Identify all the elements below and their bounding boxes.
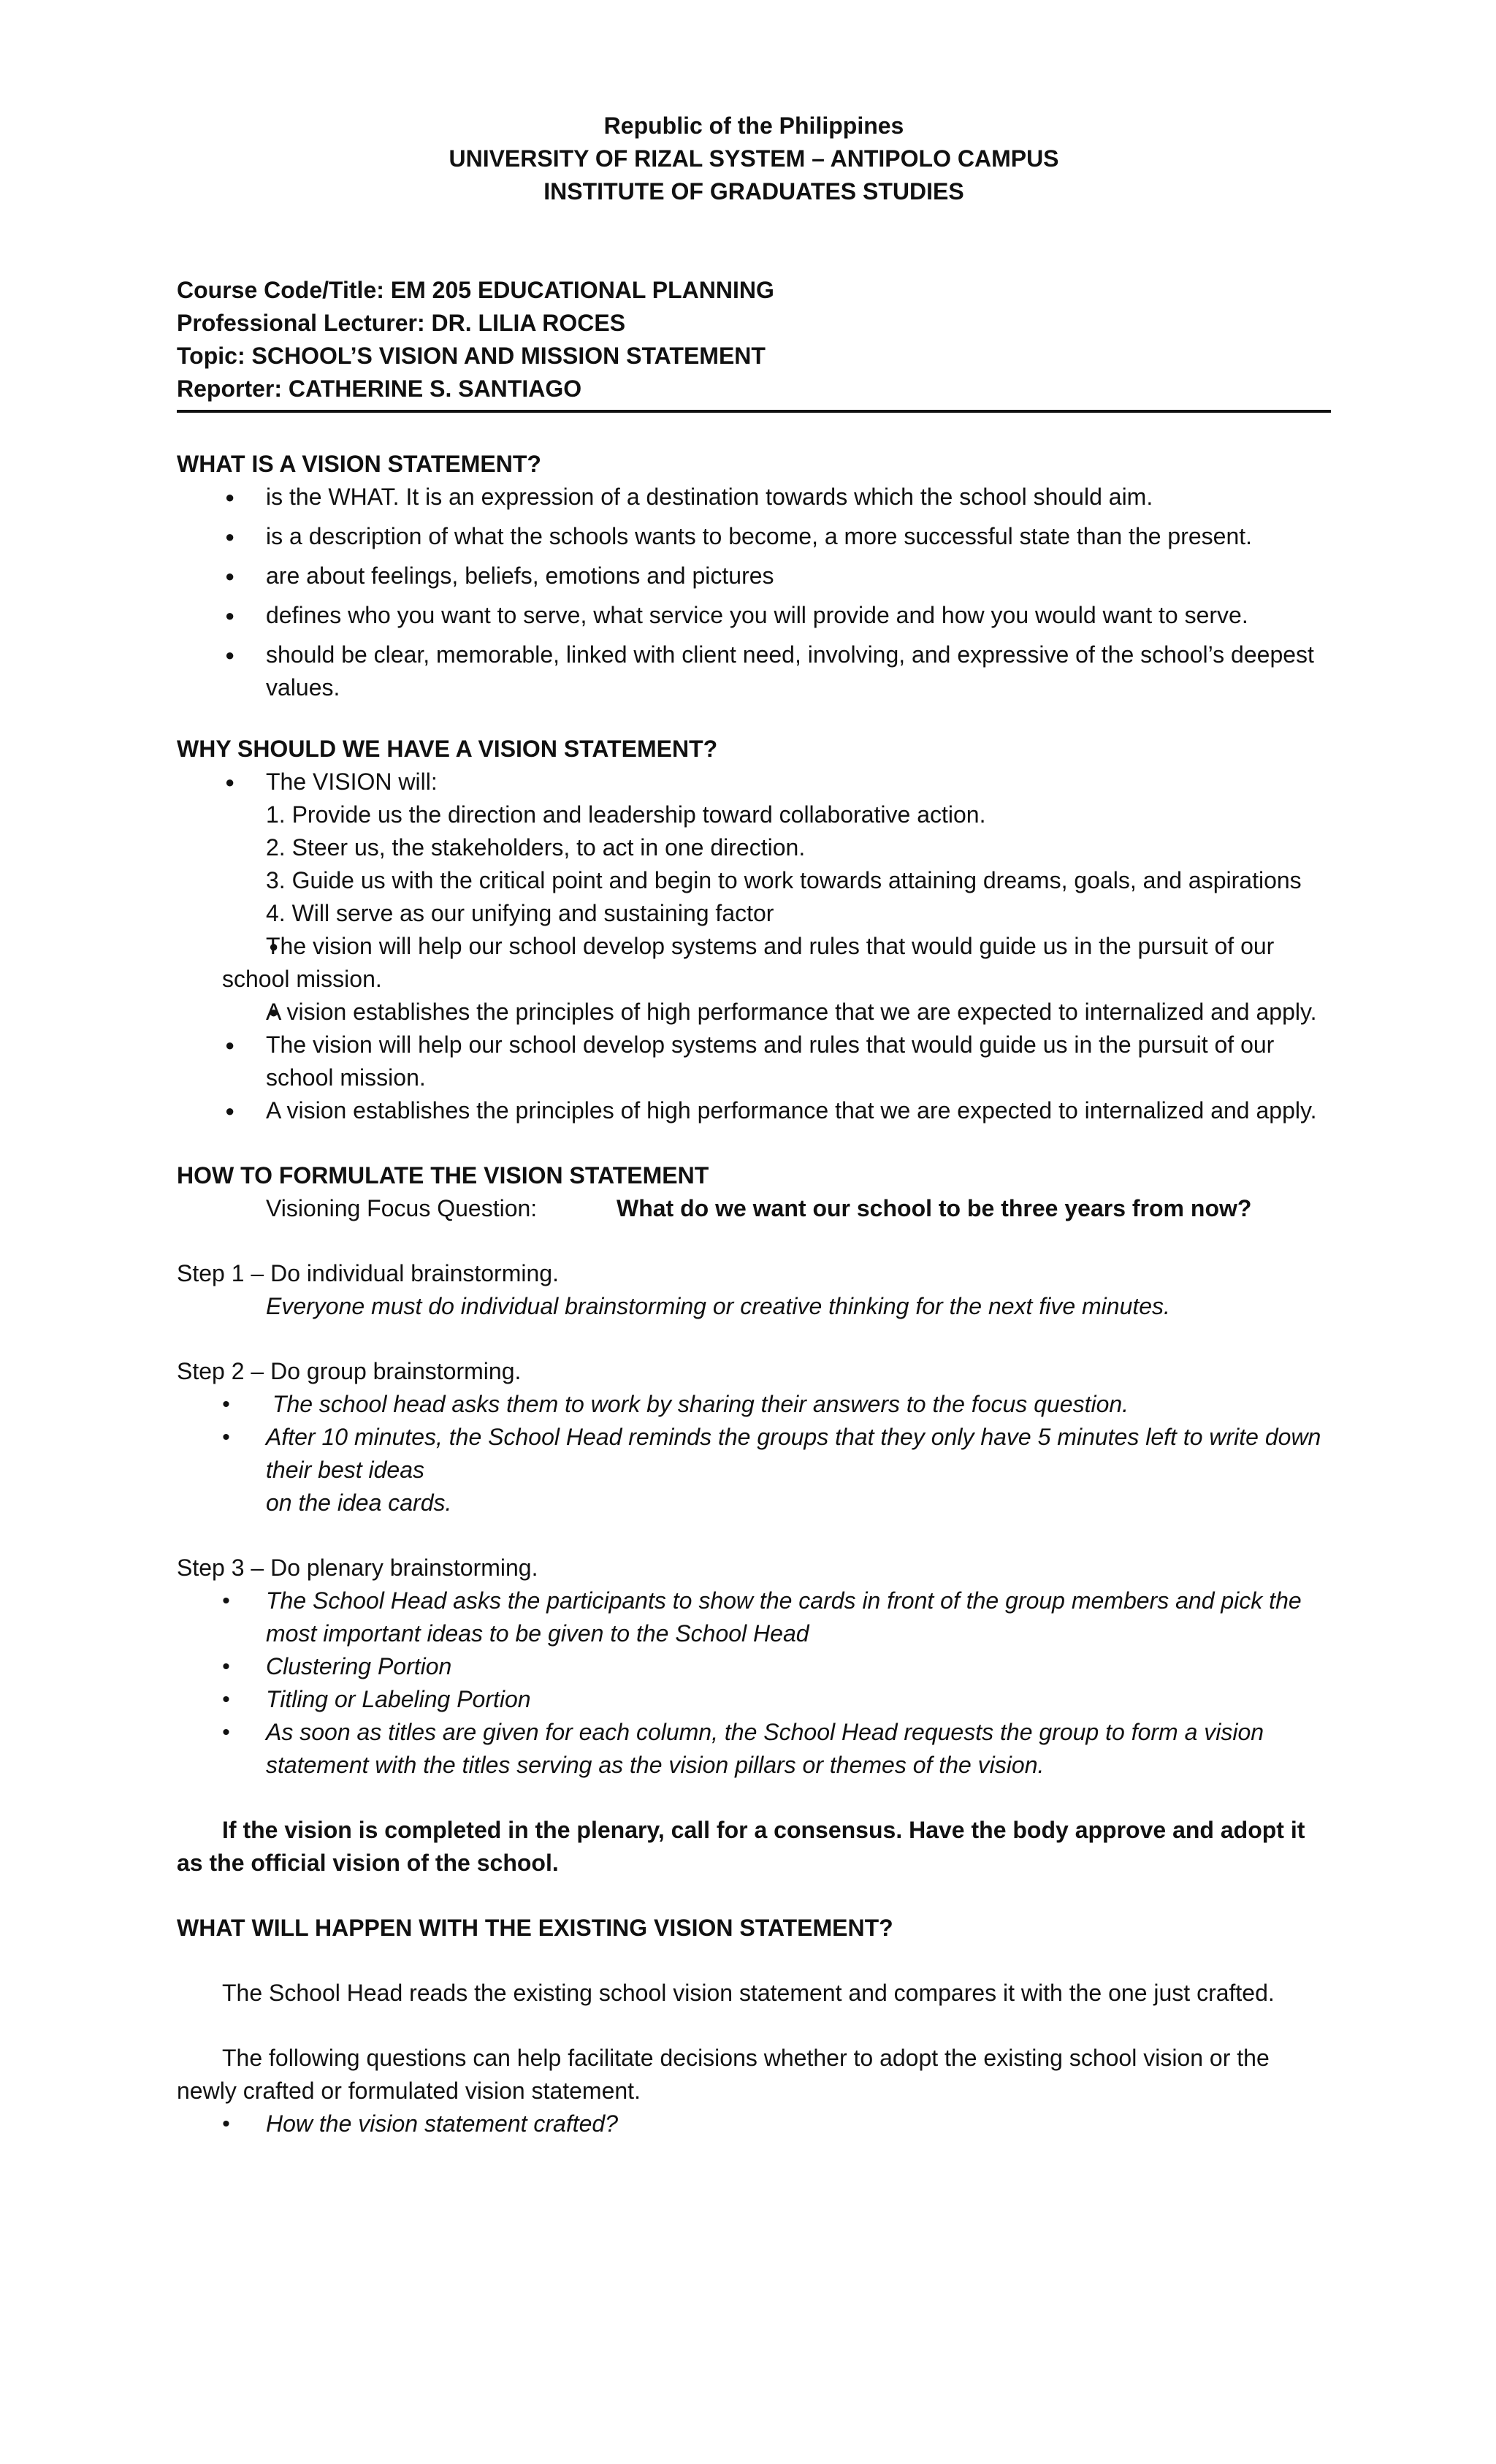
list-item: ● The vision will help our school develop systems and rules that would guide us in the pursuit of our school mission.: [177, 1029, 1331, 1094]
list-item: ● The VISION will:: [177, 766, 1331, 798]
step-2-list: [177, 1388, 1331, 1487]
section-why: [177, 733, 1331, 1127]
section-what-is: [177, 448, 1331, 704]
list-item: • How the vision statement crafted?: [177, 2108, 1331, 2140]
document-page: [177, 110, 1331, 2140]
list-item: ● should be clear, memorable, linked with client need, involving, and expressive of the school’s deepest values.: [177, 638, 1331, 704]
focus-question-row: [177, 1192, 1331, 1225]
section-heading: WHAT WILL HAPPEN WITH THE EXISTING VISION STATEMENT?: [177, 1915, 893, 1941]
step-1-text: Everyone must do individual brainstorming or creative thinking for the next five minutes.: [266, 1293, 1170, 1319]
numbered-list: [177, 798, 1331, 930]
why-indented-list: [177, 1029, 1331, 1127]
list-item: • The School Head asks the participants to show the cards in front of the group members and pick the most important ideas to be given to the School Head: [177, 1584, 1331, 1650]
step-2-title: Step 2 – Do group brainstorming.: [177, 1358, 522, 1384]
paragraph: The School Head reads the existing school vision statement and compares it with the one just crafted.: [222, 1980, 1275, 2006]
numbered-item: 2. Steer us, the stakeholders, to act in one direction.: [266, 834, 806, 861]
focus-question-label: Visioning Focus Question:: [266, 1195, 538, 1221]
why-outdented-list: [177, 930, 1331, 1029]
step-1-title: Step 1 – Do individual brainstorming.: [177, 1260, 559, 1286]
numbered-item: 3. Guide us with the critical point and begin to work towards attaining dreams, goals, and aspirations: [266, 867, 1302, 893]
list-item: ● defines who you want to serve, what service you will provide and how you would want to serve.: [177, 599, 1331, 632]
step-3-list: [177, 1584, 1331, 1782]
step-2-tail: on the idea cards.: [266, 1490, 452, 1516]
course-meta: [177, 274, 1331, 405]
what-is-list: [177, 481, 1331, 704]
list-item: ● is the WHAT. It is an expression of a destination towards which the school should aim.: [177, 481, 1331, 514]
list-item: ● A vision establishes the principles of high performance that we are expected to internalized and apply.: [177, 996, 1331, 1029]
numbered-item: 1. Provide us the direction and leadership toward collaborative action.: [266, 801, 986, 828]
list-item: ● A vision establishes the principles of high performance that we are expected to internalized and apply.: [177, 1094, 1331, 1127]
list-item: • The school head asks them to work by sharing their answers to the focus question.: [177, 1388, 1331, 1421]
section-existing: [177, 1912, 1331, 2140]
focus-question: What do we want our school to be three years from now?: [617, 1195, 1252, 1221]
list-item: ● are about feelings, beliefs, emotions and pictures: [177, 560, 1331, 592]
topic: Topic: SCHOOL’S VISION AND MISSION STATEMENT: [177, 343, 766, 369]
list-item: ● The vision will help our school develop systems and rules that would guide us in the pursuit of our school mission.: [177, 930, 1331, 996]
list-item: • Titling or Labeling Portion: [177, 1683, 1331, 1716]
list-item: • After 10 minutes, the School Head reminds the groups that they only have 5 minutes left to write down their best ideas: [177, 1421, 1331, 1487]
reporter: Reporter: CATHERINE S. SANTIAGO: [177, 375, 582, 402]
section-heading: WHAT IS A VISION STATEMENT?: [177, 451, 541, 477]
section-how: [177, 1159, 1331, 1880]
step-3-title: Step 3 – Do plenary brainstorming.: [177, 1555, 538, 1581]
course-title: Course Code/Title: EM 205 EDUCATIONAL PLANNING: [177, 277, 774, 303]
numbered-item: 4. Will serve as our unifying and sustaining factor: [266, 900, 774, 926]
lecturer: Professional Lecturer: DR. LILIA ROCES: [177, 310, 626, 336]
list-item: • As soon as titles are given for each column, the School Head requests the group to form a vision statement with the titles serving as the vision pillars or themes of the vision.: [177, 1716, 1331, 1782]
list-item: ● is a description of what the schools wants to become, a more successful state than the present.: [177, 520, 1331, 553]
section-heading: WHY SHOULD WE HAVE A VISION STATEMENT?: [177, 736, 718, 762]
consensus-paragraph: If the vision is completed in the plenary, call for a consensus. Have the body approve and adopt it as the official vision of the school.: [177, 1817, 1305, 1876]
section-heading: HOW TO FORMULATE THE VISION STATEMENT: [177, 1162, 709, 1189]
header-university: UNIVERSITY OF RIZAL SYSTEM – ANTIPOLO CAMPUS: [449, 145, 1059, 172]
why-intro-list: [177, 766, 1331, 798]
existing-list: [177, 2108, 1331, 2140]
paragraph: The following questions can help facilitate decisions whether to adopt the existing school vision or the newly crafted or formulated vision statement.: [177, 2045, 1270, 2104]
header-country: Republic of the Philippines: [603, 112, 904, 139]
list-item: • Clustering Portion: [177, 1650, 1331, 1683]
document-header: [177, 110, 1331, 208]
header-institute: INSTITUTE OF GRADUATES STUDIES: [543, 178, 964, 205]
